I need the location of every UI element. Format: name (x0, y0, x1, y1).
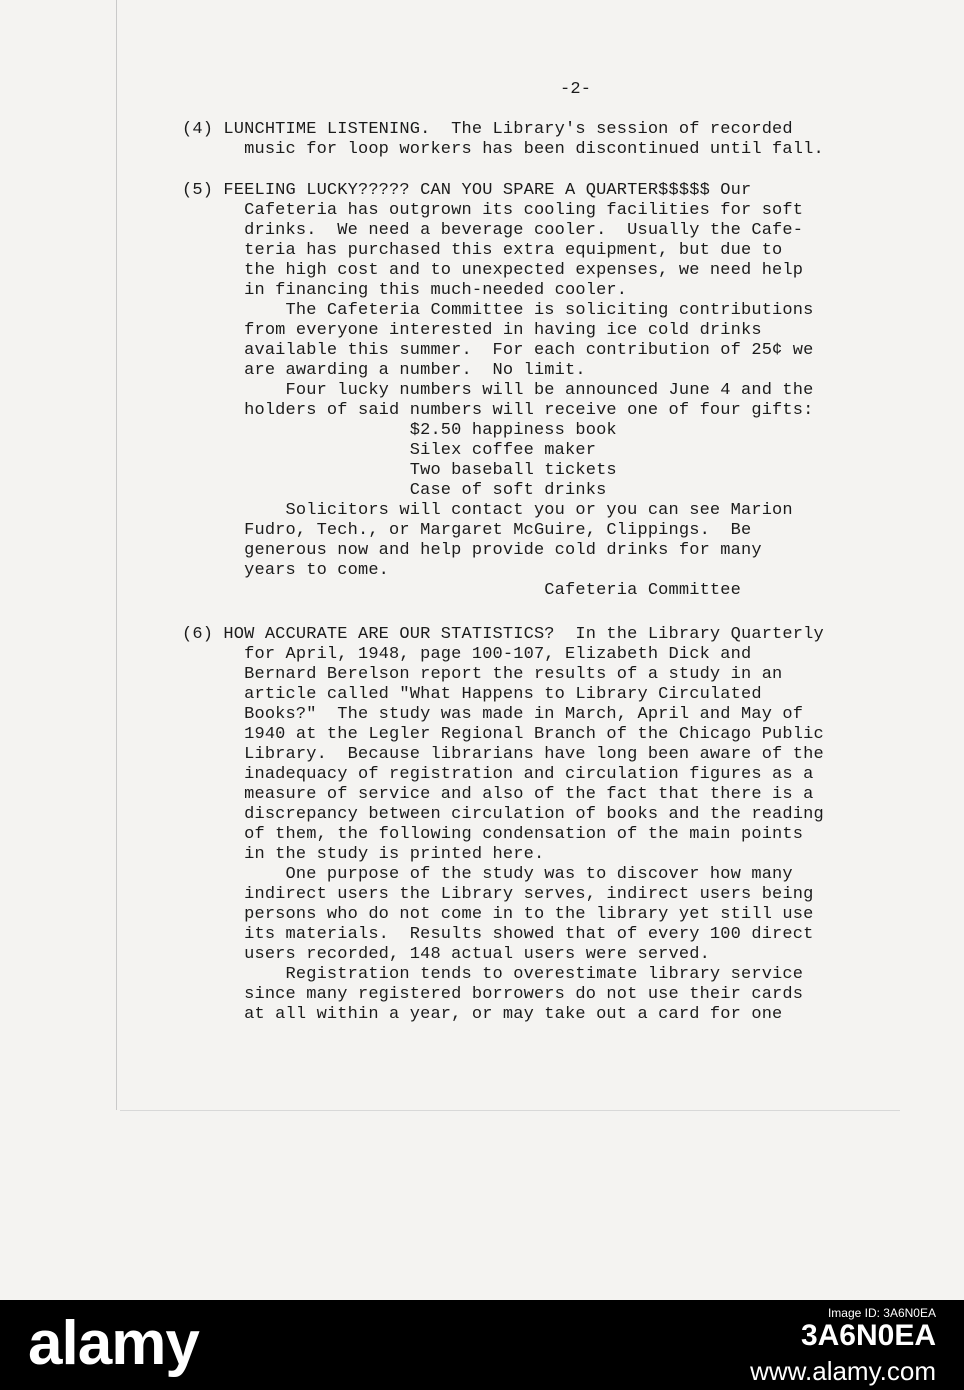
text-line: teria has purchased this extra equipment, but due to (182, 241, 783, 260)
text-line: (6) HOW ACCURATE ARE OUR STATISTICS? In the Library Quarterly (182, 625, 824, 644)
text-line: Bernard Berelson report the results of a study in an (182, 665, 783, 684)
text-line: Four lucky numbers will be announced June 4 and the (182, 381, 814, 400)
left-margin-line (116, 0, 117, 1110)
text-line: persons who do not come in to the library yet still use (182, 905, 814, 924)
text-line: drinks. We need a beverage cooler. Usually the Cafe- (182, 221, 804, 240)
text-line: discrepancy between circulation of books and the reading (182, 805, 824, 824)
text-line: 1940 at the Legler Regional Branch of the Chicago Public (182, 725, 824, 744)
text-line: available this summer. For each contribution of 25¢ we (182, 341, 814, 360)
text-line: at all within a year, or may take out a card for one (182, 1005, 783, 1024)
text-line: Solicitors will contact you or you can see Marion (182, 501, 793, 520)
text-line: One purpose of the study was to discover how many (182, 865, 793, 884)
image-id-code: 3A6N0EA (800, 1319, 936, 1352)
gift-item: Case of soft drinks (182, 481, 607, 500)
text-line: inadequacy of registration and circulation figures as a (182, 765, 814, 784)
text-line: in financing this much-needed cooler. (182, 281, 628, 300)
bottom-rule (120, 1110, 900, 1111)
text-line: (4) LUNCHTIME LISTENING. The Library's session of recorded (182, 120, 793, 139)
text-line: its materials. Results showed that of every 100 direct (182, 925, 814, 944)
section-feeling-lucky (182, 181, 813, 601)
image-id-block (801, 1306, 936, 1352)
site-url: www.alamy.com (750, 1356, 936, 1386)
signature-line: Cafeteria Committee (182, 581, 741, 600)
text-line: Books?" The study was made in March, April and May of (182, 705, 804, 724)
text-line: of them, the following condensation of the main points (182, 825, 804, 844)
gift-item: Two baseball tickets (182, 461, 617, 480)
image-id-label: Image ID: 3A6N0EA (827, 1306, 936, 1320)
watermark-footer (0, 1300, 964, 1390)
text-line: years to come. (182, 561, 390, 580)
section-lunchtime-listening (182, 120, 824, 160)
text-line: Cafeteria has outgrown its cooling facilities for soft (182, 201, 804, 220)
gift-item: Silex coffee maker (182, 441, 597, 460)
text-line: article called "What Happens to Library Circulated (182, 685, 762, 704)
text-line: generous now and help provide cold drinks for many (182, 541, 762, 560)
text-line: users recorded, 148 actual users were served. (182, 945, 710, 964)
text-line: the high cost and to unexpected expenses, we need help (182, 261, 804, 280)
text-line: for April, 1948, page 100-107, Elizabeth Dick and (182, 645, 752, 664)
text-line: indirect users the Library serves, indirect users being (182, 885, 814, 904)
page-number: -2- (560, 80, 592, 99)
text-line: Fudro, Tech., or Margaret McGuire, Clippings. Be (182, 521, 752, 540)
text-line: Library. Because librarians have long been aware of the (182, 745, 824, 764)
section-statistics (182, 625, 824, 1025)
text-line: measure of service and also of the fact that there is a (182, 785, 814, 804)
text-line: Registration tends to overestimate library service (182, 965, 804, 984)
text-line: since many registered borrowers do not use their cards (182, 985, 804, 1004)
text-line: music for loop workers has been discontinued until fall. (182, 140, 824, 159)
text-line: The Cafeteria Committee is soliciting contributions (182, 301, 814, 320)
text-line: from everyone interested in having ice cold drinks (182, 321, 762, 340)
gift-item: $2.50 happiness book (182, 421, 617, 440)
text-line: (5) FEELING LUCKY????? CAN YOU SPARE A QUARTER$$$$$ Our (182, 181, 752, 200)
text-line: in the study is printed here. (182, 845, 545, 864)
text-line: are awarding a number. No limit. (182, 361, 586, 380)
text-line: holders of said numbers will receive one of four gifts: (182, 401, 814, 420)
brand-logo: alamy (28, 1309, 199, 1378)
